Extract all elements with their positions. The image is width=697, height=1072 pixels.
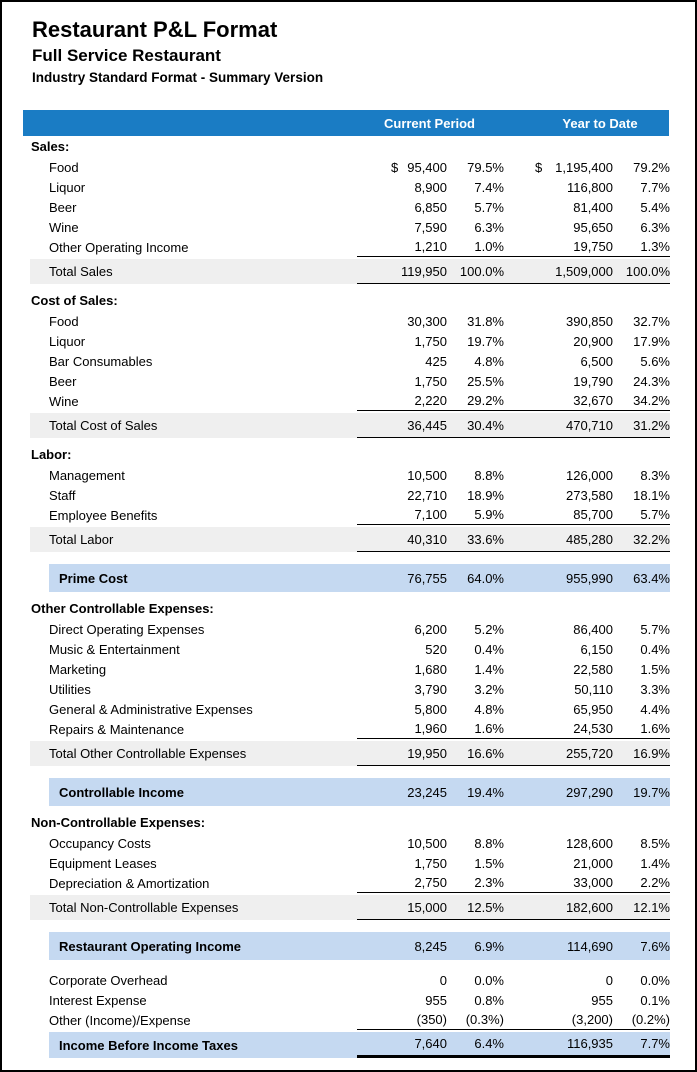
row-values [357,197,670,217]
row-label: Wine [49,219,79,235]
pnl-rows [2,136,695,1058]
row-values [357,659,670,679]
value-ytd-pct: 5.4% [640,199,670,215]
row-values [357,639,670,659]
value-cp-pct: 7.4% [474,179,504,195]
row-label: Controllable Income [59,784,184,800]
value-number: 95,400 [407,159,447,175]
item-row [30,990,670,1010]
value-cp-pct: 18.9% [467,487,504,503]
item-row [30,197,670,217]
value-ytd-amount: 182,600 [566,899,613,915]
item-row [30,351,670,371]
column-gap [504,778,532,806]
value-cp-pct: 6.3% [474,219,504,235]
value-ytd-pct: 32.2% [633,531,670,547]
column-gap [504,639,532,659]
value-ytd-pct: 7.7% [640,1036,670,1051]
row-values [357,1010,670,1030]
value-cp-pct: 0.8% [474,992,504,1008]
row-values [357,679,670,699]
column-header-current-period: Current Period [383,115,475,131]
value-cp-pct: 100.0% [459,263,504,279]
value-cp-amount: 1,750 [414,333,447,349]
value-cp-pct: 1.0% [474,239,504,254]
value-ytd-pct: 31.2% [633,417,670,433]
row-label: Non-Controllable Expenses: [31,815,206,830]
value-ytd-pct: 6.3% [640,219,670,235]
value-cp-amount: 3,790 [414,681,447,697]
value-cp-pct: 1.5% [474,855,504,871]
value-ytd-pct: 3.3% [640,681,670,697]
column-gap [504,719,532,738]
row-values [357,1032,670,1058]
value-ytd-pct: 32.7% [633,313,670,329]
column-gap [504,505,532,524]
value-ytd-amount: 955 [591,992,613,1008]
value-ytd-pct: 7.7% [640,179,670,195]
value-cp-amount: 7,100 [414,507,447,522]
item-row [30,853,670,873]
row-values [357,527,670,552]
column-gap [504,413,532,437]
section-header-row [30,444,670,465]
value-cp-pct: 0.0% [474,972,504,988]
column-gap [504,527,532,551]
row-label: Depreciation & Amortization [49,875,210,891]
column-gap [504,259,532,283]
column-gap [504,237,532,256]
value-ytd-amount: (3,200) [571,1012,613,1027]
value-ytd-amount: 19,750 [573,239,613,254]
value-cp-pct: 19.7% [467,333,504,349]
item-row [30,1010,670,1030]
row-values [357,932,670,960]
column-gap [504,351,532,371]
column-gap [504,833,532,853]
value-cp-pct: 6.9% [474,938,504,954]
row-spacer [2,920,695,932]
column-gap [504,741,532,765]
value-cp-pct: 8.8% [474,835,504,851]
row-label: Other Controllable Expenses: [31,601,214,616]
column-gap [504,932,532,960]
value-cp-amount: 7,590 [414,219,447,235]
row-label: Occupancy Costs [49,835,151,851]
total-row [30,741,670,766]
value-cp-amount: 1,680 [414,661,447,677]
value-ytd-pct: 34.2% [633,393,670,408]
value-ytd-amount: 85,700 [573,507,613,522]
item-row [30,719,670,739]
column-gap [504,177,532,197]
column-gap [504,970,532,990]
value-cp-amount: 15,000 [407,899,447,915]
column-gap [504,1032,532,1055]
value-ytd-amount: 20,900 [573,333,613,349]
row-values [357,778,670,806]
value-ytd-pct: 4.4% [640,701,670,717]
value-cp-amount: 119,950 [400,263,447,279]
value-cp-pct: 19.4% [467,784,504,800]
value-ytd-pct: 100.0% [625,263,670,279]
row-label: Employee Benefits [49,507,158,523]
row-label: Total Cost of Sales [49,418,158,433]
row-label: Food [49,159,79,175]
value-cp-pct: 4.8% [474,701,504,717]
item-row [30,391,670,411]
row-values [357,970,670,990]
row-spacer [2,766,695,778]
value-ytd-pct: 19.7% [633,784,670,800]
value-cp-amount: 30,300 [407,313,447,329]
value-ytd-amount: 19,790 [573,373,613,389]
value-cp-amount: 1,750 [414,855,447,871]
item-row [30,465,670,485]
value-cp-pct: (0.3%) [465,1012,504,1027]
value-cp-pct: 8.8% [474,467,504,483]
row-label: Management [49,467,125,483]
value-cp-amount: 2,220 [414,393,447,408]
value-ytd-amount: 1,509,000 [555,263,613,279]
row-label: Prime Cost [59,570,128,586]
row-values [357,413,670,438]
column-gap [504,853,532,873]
row-label: Repairs & Maintenance [49,721,185,737]
value-cp-amount: 520 [425,641,447,657]
value-ytd-pct: 0.0% [640,972,670,988]
row-label: Income Before Income Taxes [59,1037,238,1053]
value-cp-amount: 425 [425,353,447,369]
value-cp-amount: 10,500 [407,467,447,483]
row-values [357,237,670,257]
row-values [357,351,670,371]
section-header-row [30,598,670,619]
row-label: Sales: [31,139,70,154]
value-ytd-pct: 79.2% [633,159,670,175]
item-row [30,157,670,177]
item-row [30,639,670,659]
value-cp-pct: 3.2% [474,681,504,697]
value-ytd-pct: 1.3% [640,239,670,254]
value-cp-pct: 5.2% [474,621,504,637]
value-ytd-pct: 5.6% [640,353,670,369]
value-ytd-pct: 5.7% [640,621,670,637]
value-cp-amount: 1,210 [414,239,447,254]
item-row [30,371,670,391]
value-cp-amount: 6,200 [414,621,447,637]
row-values [357,331,670,351]
row-values [357,990,670,1010]
row-label: Liquor [49,333,86,349]
value-ytd-amount: 50,110 [574,681,613,697]
row-values [357,741,670,766]
value-cp-amount: 7,640 [414,1036,447,1051]
row-label: Marketing [49,661,107,677]
value-cp-pct: 79.5% [467,159,504,175]
row-label: Equipment Leases [49,855,157,871]
item-row [30,311,670,331]
value-number: 1,195,400 [555,159,613,175]
value-ytd-pct: 12.1% [633,899,670,915]
row-label: Total Other Controllable Expenses [49,746,247,761]
column-gap [504,699,532,719]
value-cp-pct: 16.6% [467,745,504,761]
row-label: Corporate Overhead [49,972,168,988]
value-ytd-amount: 126,000 [566,467,613,483]
value-ytd-pct: 2.2% [640,875,670,890]
item-row [30,485,670,505]
row-label: Other (Income)/Expense [49,1012,191,1028]
row-label: Total Sales [49,264,113,279]
column-gap [504,465,532,485]
value-cp-amount: 36,445 [407,417,447,433]
value-cp-pct: 5.7% [474,199,504,215]
value-cp-pct: 6.4% [474,1036,504,1051]
value-ytd-amount: 86,400 [573,621,613,637]
row-values [357,505,670,525]
row-label: Total Labor [49,532,114,547]
value-ytd-pct: 18.1% [633,487,670,503]
value-cp-amount: 2,750 [414,875,447,890]
column-gap [504,990,532,1010]
row-values [357,719,670,739]
value-ytd-amount: 390,850 [566,313,613,329]
value-ytd-amount: 24,530 [573,721,613,736]
row-values [357,699,670,719]
total-row [30,527,670,552]
item-row [30,331,670,351]
document-header [2,2,695,88]
item-row [30,217,670,237]
column-gap [504,485,532,505]
row-label: Beer [49,199,77,215]
row-label: Food [49,313,79,329]
value-cp-pct: 1.4% [474,661,504,677]
value-cp-amount: 1,750 [414,373,447,389]
item-row [30,970,670,990]
value-ytd-pct: 8.3% [640,467,670,483]
value-ytd-amount: 21,000 [573,855,613,871]
value-cp-amount: 1,960 [414,721,447,736]
row-label: Labor: [31,447,72,462]
section-header-row [30,290,670,311]
value-cp-amount: 6,850 [414,199,447,215]
row-values [357,371,670,391]
column-gap [504,873,532,892]
row-label: Utilities [49,681,91,697]
column-gap [504,331,532,351]
value-cp-amount: 8,900 [414,179,447,195]
row-spacer [2,552,695,564]
column-gap [504,659,532,679]
row-values [357,217,670,237]
value-ytd-pct: 63.4% [633,570,670,586]
value-ytd-amount: 255,720 [566,745,613,761]
value-ytd-pct: 0.1% [640,992,670,1008]
row-label: Staff [49,487,76,503]
section-header-row [30,136,670,157]
value-cp-pct: 25.5% [467,373,504,389]
value-ytd-amount: 22,580 [573,661,613,677]
value-cp-amount: 23,245 [407,784,447,800]
value-ytd-pct: 1.4% [640,855,670,871]
row-label: Bar Consumables [49,353,153,369]
value-ytd-amount: 116,800 [566,179,613,195]
row-values [357,853,670,873]
value-ytd-amount: 297,290 [566,784,613,800]
value-cp-pct: 12.5% [467,899,504,915]
row-label: Total Non-Controllable Expenses [49,900,239,915]
value-ytd-amount: 0 [605,972,613,988]
row-values [357,833,670,853]
item-row [30,237,670,257]
row-values [357,259,670,284]
value-ytd-amount: 128,600 [566,835,613,851]
item-row [30,833,670,853]
column-gap [504,1010,532,1029]
value-cp-amount: 955 [425,992,447,1008]
value-cp-amount: 40,310 [407,531,447,547]
value-cp-amount: 0 [439,972,447,988]
value-cp-pct: 30.4% [467,417,504,433]
page-subtitle-secondary: Industry Standard Format - Summary Version [32,70,324,85]
value-ytd-amount: 114,690 [566,938,613,954]
value-ytd-amount: 65,950 [573,701,613,717]
item-row [30,505,670,525]
row-values [357,465,670,485]
item-row [30,873,670,893]
value-ytd-amount [532,157,613,177]
value-ytd-pct: 5.7% [640,507,670,522]
item-row [30,659,670,679]
row-label: General & Administrative Expenses [49,701,253,717]
value-ytd-pct: 0.4% [640,641,670,657]
row-values [357,564,670,592]
value-cp-amount: 10,500 [407,835,447,851]
total-row [30,413,670,438]
row-label: Direct Operating Expenses [49,621,205,637]
item-row [30,619,670,639]
value-ytd-pct: (0.2%) [631,1012,670,1027]
value-cp-pct: 5.9% [474,507,504,522]
value-cp-amount: (350) [416,1012,447,1027]
value-cp-pct: 33.6% [467,531,504,547]
row-label: Wine [49,393,79,409]
section-header-row [30,812,670,833]
value-ytd-pct: 16.9% [633,745,670,761]
row-label: Liquor [49,179,86,195]
value-cp-amount: 76,755 [407,570,447,586]
value-ytd-amount: 273,580 [566,487,613,503]
page-title: Restaurant P&L Format [32,17,278,42]
total-row [30,259,670,284]
value-cp-amount: 22,710 [407,487,447,503]
value-ytd-amount: 485,280 [566,531,613,547]
value-cp-pct: 4.8% [474,353,504,369]
row-spacer [2,960,695,970]
row-values [357,619,670,639]
value-ytd-amount: 95,650 [573,219,613,235]
item-row [30,679,670,699]
value-ytd-amount: 6,150 [580,641,613,657]
highlight-row [49,932,670,960]
column-gap [504,311,532,331]
value-ytd-pct: 7.6% [640,938,670,954]
column-header-band [23,110,669,136]
row-values [357,391,670,411]
column-gap [504,197,532,217]
value-ytd-amount: 81,400 [573,199,613,215]
row-label: Music & Entertainment [49,641,180,657]
row-values [357,177,670,197]
value-ytd-pct: 8.5% [640,835,670,851]
value-ytd-amount: 32,670 [573,393,613,408]
row-label: Interest Expense [49,992,147,1008]
column-gap [504,679,532,699]
value-cp-pct: 2.3% [474,875,504,890]
value-ytd-amount: 955,990 [566,570,613,586]
value-ytd-pct: 17.9% [633,333,670,349]
value-cp-amount: 8,245 [414,938,447,954]
value-cp-amount: 19,950 [407,745,447,761]
value-cp-pct: 1.6% [474,721,504,736]
row-values [357,485,670,505]
column-gap [504,391,532,410]
value-cp-amount: 5,800 [414,701,447,717]
page-subtitle: Full Service Restaurant [32,46,221,65]
column-gap [504,619,532,639]
item-row [30,177,670,197]
value-ytd-amount: 470,710 [566,417,613,433]
value-ytd-amount: 33,000 [573,875,613,890]
value-cp-amount [357,157,447,177]
item-row [30,699,670,719]
row-values [357,311,670,331]
value-ytd-pct: 1.5% [640,661,670,677]
currency-symbol: $ [391,159,399,175]
value-ytd-pct: 1.6% [640,721,670,736]
row-label: Restaurant Operating Income [59,938,242,954]
row-values [357,157,670,177]
value-cp-pct: 64.0% [467,570,504,586]
column-header-year-to-date: Year to Date [562,115,638,131]
currency-symbol: $ [535,159,543,175]
value-cp-pct: 0.4% [474,641,504,657]
row-label: Beer [49,373,77,389]
column-gap [504,217,532,237]
column-gap [504,157,532,177]
value-ytd-amount: 116,935 [566,1036,613,1051]
row-values [357,895,670,920]
highlight-row [49,1032,670,1058]
highlight-row [49,564,670,592]
row-label: Other Operating Income [49,239,189,255]
value-cp-pct: 29.2% [467,393,504,408]
row-values [357,873,670,893]
value-cp-pct: 31.8% [467,313,504,329]
column-gap [504,371,532,391]
highlight-row [49,778,670,806]
value-ytd-pct: 24.3% [633,373,670,389]
total-row [30,895,670,920]
column-gap [504,895,532,919]
column-gap [504,564,532,592]
row-label: Cost of Sales: [31,293,118,308]
value-ytd-amount: 6,500 [580,353,613,369]
